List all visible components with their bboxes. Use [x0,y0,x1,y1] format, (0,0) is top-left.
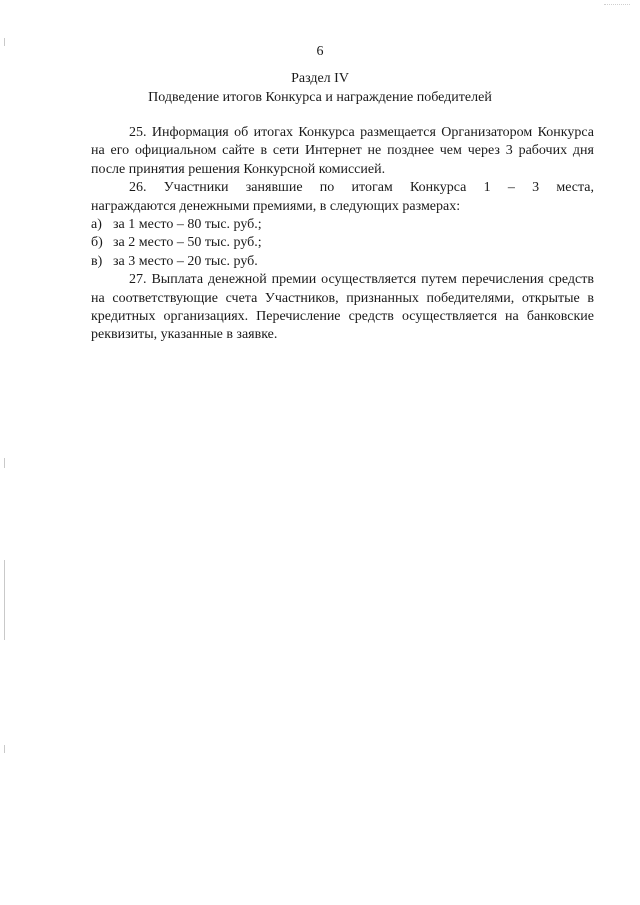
paragraph-27: 27. Выплата денежной премии осуществляется путем перечисления средств на соответствующие счета Участников, признанных победителями, открытые в кредитных организациях. Перечисление средств осуществляется на банковские реквизиты, указанные в заявке. [91,272,594,343]
page-number: 6 [316,44,324,59]
prize-list [91,216,594,271]
section-heading: Раздел IV [291,71,349,86]
list-marker: в) [91,253,103,269]
paragraph-26-line-2: награждаются денежными премиями, в следующих размерах: [91,198,461,214]
list-item-text: за 3 место – 20 тыс. руб. [113,253,258,269]
paragraph-25: 25. Информация об итогах Конкурса размещается Организатором Конкурса на его официальном сайте в сети Интернет не позднее чем через 3 рабочих дня после принятия решения Конкурсной комиссией. [91,125,594,177]
paragraph-26-line-1: 26. Участники занявшие по итогам Конкурса 1 – 3 места, [129,180,594,196]
list-marker: а) [91,217,102,233]
list-item [91,234,594,252]
scan-artifact [4,745,5,753]
list-item [91,216,594,234]
scan-artifact [4,458,5,468]
section-title: Подведение итогов Конкурса и награждение победителей [148,90,492,105]
document-body [91,124,594,345]
list-marker: б) [91,235,103,251]
list-item-text: за 1 место – 80 тыс. руб.; [113,217,262,233]
scan-artifact [604,4,630,6]
list-item [91,253,594,271]
scan-artifact [4,560,5,640]
list-item-text: за 2 место – 50 тыс. руб.; [113,235,262,251]
